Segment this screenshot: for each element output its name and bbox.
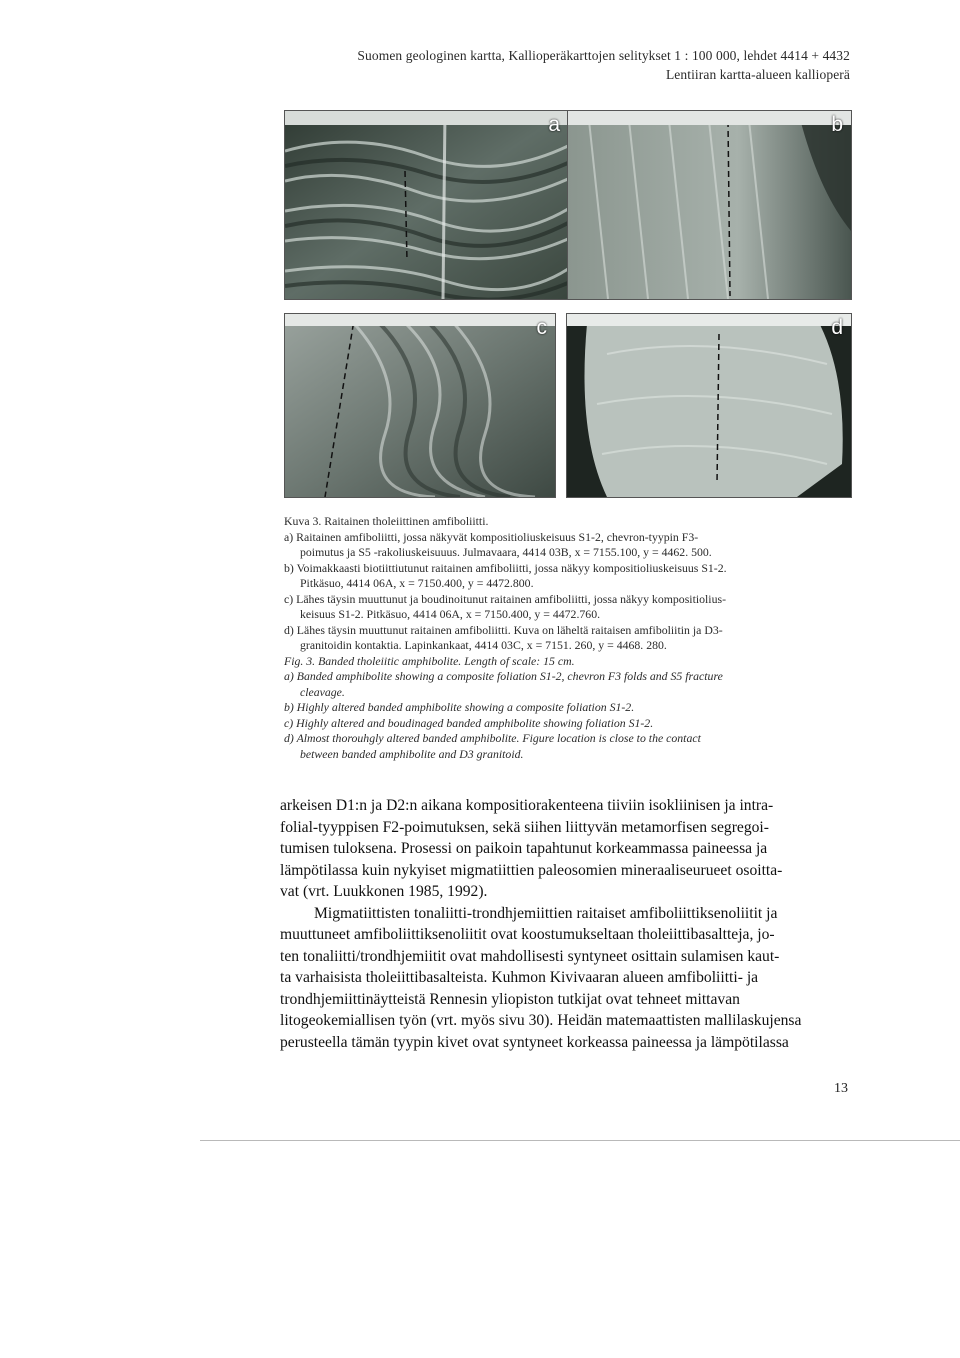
caption-line-en: b) Highly altered banded amphibolite showing a composite foliation S1-2. bbox=[284, 700, 635, 714]
body-line: arkeisen D1:n ja D2:n aikana kompositiorakenteena tiiviin isokliinisen ja intra- bbox=[280, 797, 774, 814]
body-line: folial-tyyppisen F2-poimutuksen, sekä siihen liittyvän metamorfisen segregoi- bbox=[280, 818, 769, 836]
caption-line-en: cleavage. bbox=[300, 684, 345, 699]
bottom-rule bbox=[200, 1140, 960, 1141]
caption-line: c) Lähes täysin muuttunut ja boudinoitunut raitainen amfiboliitti, jossa näkyy kompositiolius- bbox=[284, 591, 726, 606]
body-line: ta varhaisista tholeiittibasalteista. Kuhmon Kivivaaran alueen amfiboliitti- ja bbox=[280, 969, 759, 986]
photo-panel-a bbox=[284, 110, 569, 300]
panel-letter-a: a bbox=[548, 113, 560, 136]
body-text bbox=[280, 795, 850, 1053]
body-line: ten tonaliitti/trondhjemiitit ovat mahdollisesti syntyneet osittain sulamisen kaut- bbox=[280, 947, 780, 965]
caption-line-en: c) Highly altered and boudinaged banded amphibolite showing foliation S1-2. bbox=[284, 715, 654, 730]
body-line: lämpötilassa kuin nykyiset migmatiittien paleosomien mineraaliseurueet osoitta- bbox=[280, 861, 783, 879]
body-line: muuttuneet amfiboliittiksenoliitit ovat koostumukseltaan tholeiittibasaltteja, jo- bbox=[280, 926, 775, 943]
rock-photo-a bbox=[285, 111, 568, 299]
caption-line: poimutus ja S5 -rakoliuskeisuuus. Julmavaara, 4414 03B, x = 7155.100, y = 4462. 500. bbox=[300, 545, 712, 559]
caption-line-en: d) Almost thorouhgly altered banded amphibolite. Figure location is close to the contact bbox=[284, 731, 701, 745]
rock-photo-b bbox=[568, 111, 851, 299]
body-line: Migmatiittisten tonaliitti-trondhjemiittien raitaiset amfiboliittiksenoliitit ja bbox=[314, 904, 778, 922]
caption-line: b) Voimakkaasti biotiittiutunut raitainen amfiboliitti, jossa näkyy kompositioliuskeisuus S1-2. bbox=[284, 560, 727, 575]
photo-panel-d bbox=[566, 313, 852, 498]
page-number: 13 bbox=[834, 1081, 848, 1096]
running-header-series: Suomen geologinen kartta, Kallioperäkarttojen selitykset 1 : 100 000, lehdet 4414 + 4432 bbox=[357, 48, 850, 63]
body-line: tumisen tuloksena. Prosessi on paikoin tapahtunut korkeammassa paineessa ja bbox=[280, 840, 768, 857]
figure-caption bbox=[284, 514, 854, 762]
caption-title-en: Fig. 3. Banded tholeiitic amphibolite. Length of scale: 15 cm. bbox=[284, 653, 575, 668]
body-line: litogeokemiallisen työn (vrt. myös sivu 30). Heidän matemaattisten mallilaskujensa bbox=[280, 1012, 802, 1029]
caption-line: a) Raitainen amfiboliitti, jossa näkyvät kompositioliuskeisuus S1-2, chevron-tyypin F3- bbox=[284, 529, 699, 544]
caption-line: granitoidin kontaktia. Lapinkankaat, 4414 03C, x = 7151. 260, y = 4468. 280. bbox=[300, 638, 667, 652]
caption-title-fi: Kuva 3. Raitainen tholeiittinen amfiboliitti. bbox=[284, 514, 489, 528]
caption-line: d) Lähes täysin muuttunut raitainen amfiboliitti. Kuva on läheltä raitaisen amfiboliitin ja D3- bbox=[284, 622, 723, 637]
rock-photo-c bbox=[285, 314, 555, 497]
body-line: trondhjemiittinäytteistä Rennesin yliopiston tutkijat ovat tehneet mittavan bbox=[280, 990, 740, 1008]
panel-letter-d: d bbox=[831, 316, 843, 339]
running-header-title: Lentiiran kartta-alueen kallioperä bbox=[665, 67, 850, 82]
caption-line: Pitkäsuo, 4414 06A, x = 7150.400, y = 4472.800. bbox=[300, 576, 534, 590]
photo-panel-b bbox=[567, 110, 852, 300]
caption-line-en: a) Banded amphibolite showing a composite foliation S1-2, chevron F3 folds and S5 fracture bbox=[284, 669, 723, 683]
rock-photo-d bbox=[567, 314, 851, 497]
panel-letter-b: b bbox=[831, 113, 843, 136]
photo-panel-c bbox=[284, 313, 556, 498]
panel-letter-c: c bbox=[536, 316, 547, 339]
caption-line-en: between banded amphibolite and D3 granitoid. bbox=[300, 746, 524, 761]
body-line: vat (vrt. Luukkonen 1985, 1992). bbox=[280, 883, 488, 900]
body-line: perusteella tämän tyypin kivet ovat syntyneet korkeassa paineessa ja lämpötilassa bbox=[280, 1033, 789, 1051]
caption-line: keisuus S1-2. Pitkäsuo, 4414 06A, x = 7150.400, y = 4472.760. bbox=[300, 607, 601, 621]
